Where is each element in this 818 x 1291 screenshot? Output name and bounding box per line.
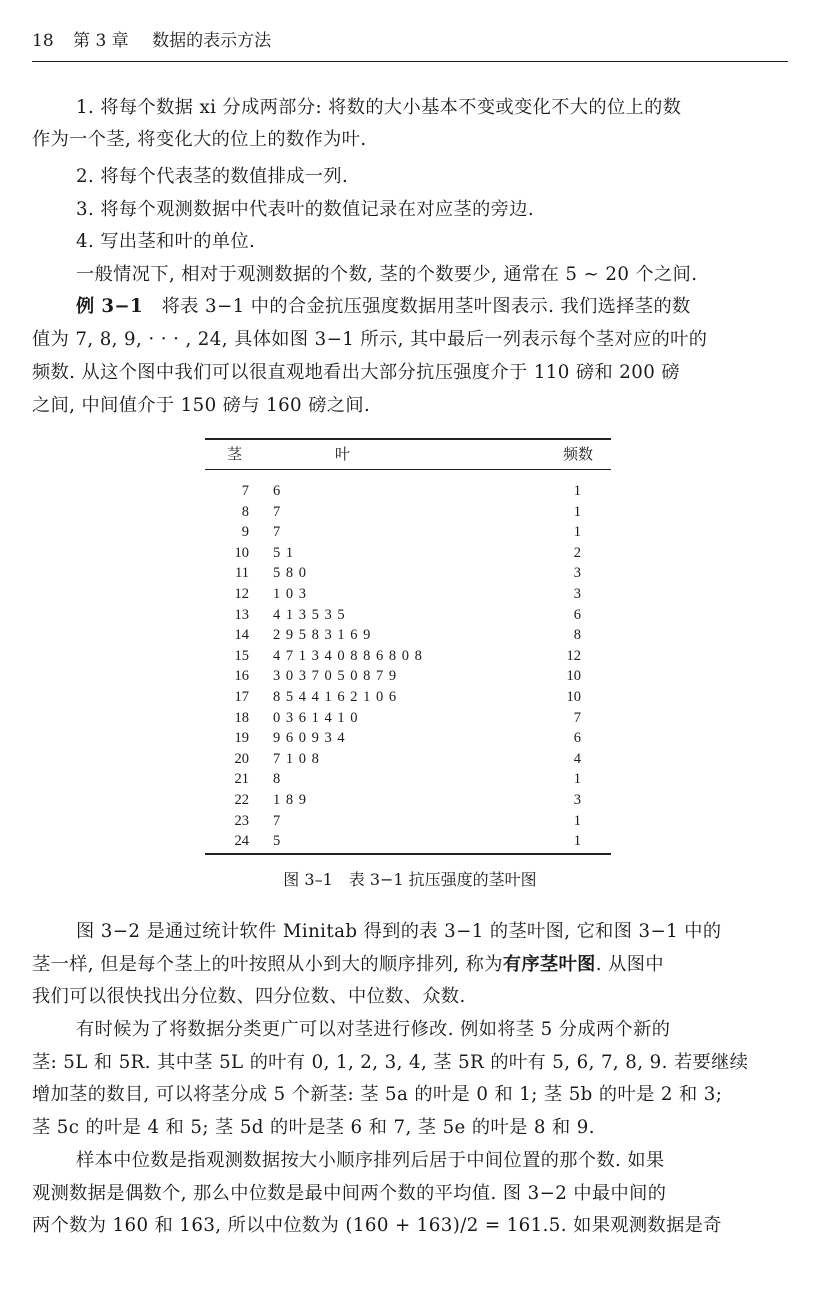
page-number: 18 <box>32 31 54 51</box>
header-leaf: 叶 <box>335 445 351 463</box>
stem-value: 17 <box>234 688 249 705</box>
header-frequency: 频数 <box>562 445 593 463</box>
stem-row <box>205 811 611 832</box>
figure-rows <box>205 481 611 852</box>
chapter-label: 第 3 章 <box>73 31 129 51</box>
example-line-2: 值为 7, 8, 9, · · · , 24, 具体如图 3−1 所示, 其中最后一列表示每个茎对应的叶的 <box>32 329 708 350</box>
stem-value: 18 <box>234 709 249 726</box>
step-1-line-2: 作为一个茎, 将变化大的位上的数作为叶. <box>32 129 367 150</box>
leaf-values: 7 <box>273 503 282 520</box>
stem-leaf-figure <box>205 438 611 858</box>
frequency-value: 1 <box>573 812 581 829</box>
stem-value: 10 <box>234 544 249 561</box>
header-stem: 茎 <box>227 445 243 463</box>
stem-row <box>205 584 611 605</box>
figure-top-rule <box>205 438 611 440</box>
stem-value: 9 <box>241 524 249 541</box>
header-rule <box>32 61 788 62</box>
stem-row <box>205 543 611 564</box>
frequency-value: 3 <box>573 585 581 602</box>
frequency-value: 1 <box>573 771 581 788</box>
stem-value: 14 <box>234 627 249 644</box>
leaf-values: 7 <box>273 812 282 829</box>
frequency-value: 4 <box>573 750 581 767</box>
leaf-values: 3 0 3 7 0 5 0 8 7 9 <box>273 668 398 685</box>
frequency-value: 1 <box>573 524 581 541</box>
para-d-line-3: 两个数为 160 和 163, 所以中位数为 (160 + 163)/2 = 161.5. 如果观测数据是奇 <box>32 1215 722 1236</box>
stem-value: 23 <box>234 812 249 829</box>
para-b-text-end: . 从图中 <box>595 954 664 975</box>
para-c-line-4: 茎 5c 的叶是 4 和 5; 茎 5d 的叶是茎 6 和 7, 茎 5e 的叶是 8 和 9. <box>32 1117 595 1138</box>
stem-row <box>205 790 611 811</box>
stem-value: 7 <box>241 483 249 499</box>
para-d-line-1: 样本中位数是指观测数据按大小顺序排列后居于中间位置的那个数. 如果 <box>76 1150 665 1171</box>
leaf-values: 5 1 <box>273 544 295 561</box>
leaf-values: 7 1 0 8 <box>273 750 320 767</box>
stem-row <box>205 708 611 729</box>
frequency-value: 10 <box>566 688 581 705</box>
stem-value: 21 <box>234 771 249 788</box>
example-line-1 <box>32 293 788 321</box>
para-b-text: 茎一样, 但是每个茎上的叶按照从小到大的顺序排列, 称为 <box>32 954 503 975</box>
stem-row <box>205 687 611 708</box>
frequency-value: 7 <box>573 709 581 726</box>
figure-caption: 图 3–1 表 3−1 抗压强度的茎叶图 <box>283 870 537 889</box>
frequency-value: 8 <box>573 627 581 644</box>
frequency-value: 1 <box>573 503 581 520</box>
leaf-values: 7 <box>273 524 282 541</box>
page-header <box>32 26 788 56</box>
frequency-value: 2 <box>573 544 581 561</box>
frequency-value: 1 <box>573 483 581 499</box>
leaf-values: 1 8 9 <box>273 791 307 808</box>
stem-row <box>205 563 611 584</box>
stem-row <box>205 481 611 502</box>
leaf-values: 2 9 5 8 3 1 6 9 <box>273 627 372 644</box>
frequency-value: 12 <box>566 647 581 664</box>
leaf-values: 4 7 1 3 4 0 8 8 6 8 0 8 <box>273 647 423 664</box>
general-note: 一般情况下, 相对于观测数据的个数, 茎的个数要少, 通常在 5 ∼ 20 个之间. <box>76 264 698 285</box>
stem-value: 24 <box>234 833 249 850</box>
example-label: 例 3−1 <box>76 296 144 317</box>
step-3: 3. 将每个观测数据中代表叶的数值记录在对应茎的旁边. <box>76 199 535 220</box>
frequency-value: 6 <box>573 606 581 623</box>
stem-value: 13 <box>234 606 249 623</box>
stem-value: 8 <box>241 503 249 520</box>
figure-bottom-rule <box>205 853 611 855</box>
stem-row <box>205 502 611 523</box>
para-d-line-2: 观测数据是偶数个, 那么中位数是最中间两个数的平均值. 图 3−2 中最中间的 <box>32 1183 667 1204</box>
stem-row <box>205 749 611 770</box>
step-1-line-1: 1. 将每个数据 xi 分成两部分: 将数的大小基本不变或变化不大的位上的数 <box>76 97 682 118</box>
para-b-line-3: 我们可以很快找出分位数、四分位数、中位数、众数. <box>32 986 466 1007</box>
example-line-4: 之间, 中间值介于 150 磅与 160 磅之间. <box>32 395 371 416</box>
leaf-values: 6 <box>273 483 282 499</box>
frequency-value: 3 <box>573 791 581 808</box>
frequency-value: 1 <box>573 833 581 850</box>
stem-value: 16 <box>234 668 249 685</box>
leaf-values: 5 8 0 <box>273 565 307 582</box>
stem-value: 20 <box>234 750 249 767</box>
stem-row <box>205 831 611 852</box>
leaf-values: 4 1 3 5 3 5 <box>273 606 346 623</box>
chapter-title: 数据的表示方法 <box>152 31 272 51</box>
example-line-3: 频数. 从这个图中我们可以很直观地看出大部分抗压强度介于 110 磅和 200 磅 <box>32 362 680 383</box>
stem-value: 19 <box>234 730 249 747</box>
stem-row <box>205 646 611 667</box>
para-c-line-1: 有时候为了将数据分类更广可以对茎进行修改. 例如将茎 5 分成两个新的 <box>76 1019 671 1040</box>
step-4: 4. 写出茎和叶的单位. <box>76 231 256 252</box>
stem-row <box>205 605 611 626</box>
step-2: 2. 将每个代表茎的数值排成一列. <box>76 166 349 187</box>
para-b-line-2 <box>32 951 788 979</box>
stem-row <box>205 769 611 790</box>
frequency-value: 10 <box>566 668 581 685</box>
leaf-values: 1 0 3 <box>273 585 307 602</box>
leaf-values: 8 <box>273 771 282 788</box>
stem-value: 11 <box>235 565 249 582</box>
leaf-values: 0 3 6 1 4 1 0 <box>273 709 359 726</box>
frequency-value: 3 <box>573 565 581 582</box>
frequency-value: 6 <box>573 730 581 747</box>
stem-value: 12 <box>234 585 249 602</box>
ordered-stem-leaf-term: 有序茎叶图 <box>502 954 596 975</box>
leaf-values: 5 <box>273 833 282 850</box>
para-c-line-2: 茎: 5L 和 5R. 其中茎 5L 的叶有 0, 1, 2, 3, 4, 茎 5R 的叶有 5, 6, 7, 8, 9. 若要继续 <box>32 1052 749 1073</box>
para-b-line-1: 图 3−2 是通过统计软件 Minitab 得到的表 3−1 的茎叶图, 它和图 3−1 中的 <box>76 921 722 942</box>
stem-row <box>205 625 611 646</box>
para-c-line-3: 增加茎的数目, 可以将茎分成 5 个新茎: 茎 5a 的叶是 0 和 1; 茎 5b 的叶是 2 和 3; <box>32 1084 723 1105</box>
stem-row <box>205 522 611 543</box>
stem-value: 15 <box>234 647 249 664</box>
stem-value: 22 <box>234 791 249 808</box>
stem-row <box>205 728 611 749</box>
figure-header-rule <box>205 469 611 470</box>
leaf-values: 9 6 0 9 3 4 <box>273 730 346 747</box>
example-text-1: 将表 3−1 中的合金抗压强度数据用茎叶图表示. 我们选择茎的数 <box>161 296 691 317</box>
stem-row <box>205 666 611 687</box>
leaf-values: 8 5 4 4 1 6 2 1 0 6 <box>273 688 398 705</box>
